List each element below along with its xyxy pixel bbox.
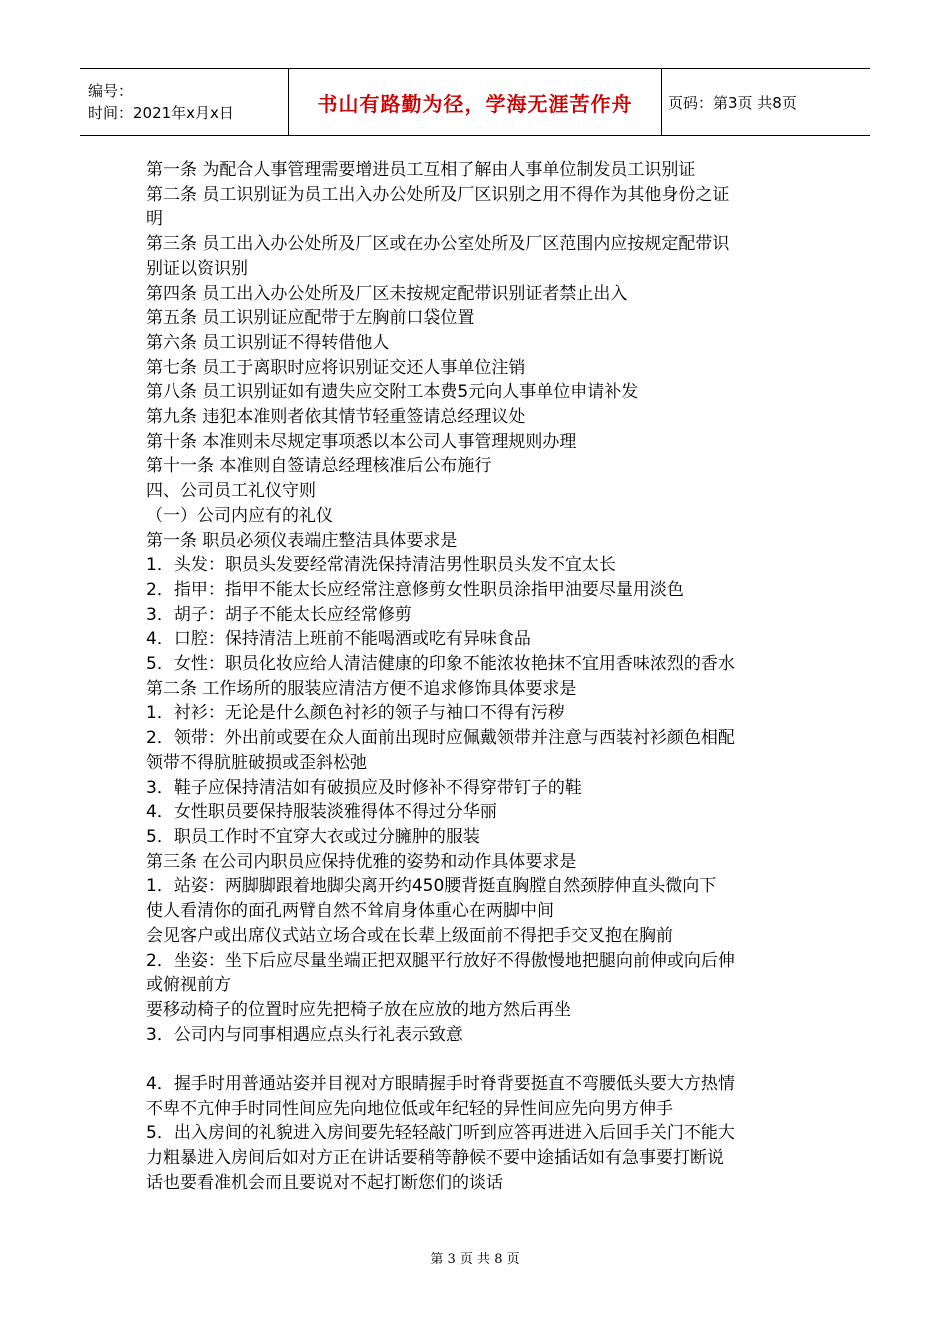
text-line: 1．衬衫：无论是什么颜色衬衫的领子与袖口不得有污秽 [146, 703, 565, 724]
text-line: 第三条 在公司内职员应保持优雅的姿势和动作具体要求是 [146, 851, 577, 872]
text-line: 4．口腔：保持清洁上班前不能喝酒或吃有异味食品 [146, 629, 531, 650]
text-line: 要移动椅子的位置时应先把椅子放在应放的地方然后再坐 [146, 999, 571, 1020]
text-line: 2．坐姿：坐下后应尽量坐端正把双腿平行放好不得傲慢地把腿向前伸或向后伸 [146, 950, 735, 971]
document-body [146, 158, 816, 1196]
text-line: 第二条 工作场所的服装应清洁方便不追求修饰具体要求是 [146, 678, 577, 699]
page-footer: 第 3 页 共 8 页 [430, 1252, 520, 1267]
text-line: 第二条 员工识别证为员工出入办公处所及厂区识别之用不得作为其他身份之证 [146, 184, 730, 205]
text-line: 1．站姿：两脚脚跟着地脚尖离开约450腰背挺直胸膛自然颈脖伸直头微向下 [146, 876, 717, 897]
document-header [80, 68, 870, 136]
text-line: 5．职员工作时不宜穿大衣或过分臃肿的服装 [146, 826, 480, 847]
text-line: 明 [146, 209, 163, 230]
text-line: 或俯视前方 [146, 975, 231, 996]
text-line: 第一条 职员必须仪表端庄整洁具体要求是 [146, 530, 458, 551]
text-line: 1．头发：职员头发要经常清洗保持清洁男性职员头发不宜太长 [146, 555, 616, 576]
text-line: 4．握手时用普通站姿并目视对方眼睛握手时脊背要挺直不弯腰低头要大方热情 [146, 1074, 735, 1094]
text-line: 第四条 员工出入办公处所及厂区未按规定配带识别证者禁止出入 [146, 283, 628, 304]
text-line: 第七条 员工于离职时应将识别证交还人事单位注销 [146, 357, 526, 378]
text-line: 第八条 员工识别证如有遗失应交附工本费5元向人事单位申请补发 [146, 382, 639, 403]
text-line: 第五条 员工识别证应配带于左胸前口袋位置 [146, 308, 475, 329]
text-line: 4．女性职员要保持服装淡雅得体不得过分华丽 [146, 802, 497, 823]
text-line: 领带不得肮脏破损或歪斜松弛 [146, 752, 367, 773]
text-line: 第一条 为配合人事管理需要增进员工互相了解由人事单位制发员工识别证 [146, 160, 696, 180]
number-label: 编号： [88, 82, 134, 100]
header-info-cell [80, 69, 289, 136]
text-line: 第三条 员工出入办公处所及厂区或在办公室处所及厂区范围内应按规定配带识 [146, 234, 730, 255]
text-line: 四、公司员工礼仪守则 [146, 481, 316, 502]
text-line: 力粗暴进入房间后如对方正在讲话要稍等静候不要中途插话如有急事要打断说 [146, 1148, 724, 1169]
text-line: 第九条 违犯本准则者依其情节轻重签请总经理议处 [146, 407, 526, 428]
text-line: 5．出入房间的礼貌进入房间要先轻轻敲门听到应答再进进入后回手关门不能大 [146, 1123, 735, 1144]
text-line: 2．指甲：指甲不能太长应经常注意修剪女性职员涂指甲油要尽量用淡色 [146, 579, 684, 600]
text-line: 3．胡子：胡子不能太长应经常修剪 [146, 604, 412, 625]
text-line: 2．领带：外出前或要在众人面前出现时应佩戴领带并注意与西装衬衫颜色相配 [146, 728, 735, 749]
text-line: 3．鞋子应保持清洁如有破损应及时修补不得穿带钉子的鞋 [146, 777, 582, 798]
text-line: 使人看清你的面孔两臂自然不耸肩身体重心在两脚中间 [146, 901, 554, 922]
text-line: 会见客户或出席仪式站立场合或在长辈上级面前不得把手交叉抱在胸前 [146, 925, 673, 946]
text-line: （一）公司内应有的礼仪 [146, 505, 333, 526]
text-line: 话也要看准机会而且要说对不起打断您们的谈话 [146, 1172, 503, 1193]
text-line: 别证以资识别 [146, 258, 248, 279]
header-motto: 书山有路勤为径，学海无涯苦作舟 [289, 69, 662, 136]
text-line: 5．女性：职员化妆应给人清洁健康的印象不能浓妆艳抹不宜用香味浓烈的香水 [146, 654, 735, 675]
header-page-label: 页码：第3页 共8页 [662, 69, 871, 136]
blank-line [146, 1047, 816, 1072]
text-line: 第六条 员工识别证不得转借他人 [146, 332, 390, 353]
text-line: 第十一条 本准则自签请总经理核准后公布施行 [146, 456, 492, 477]
text-line: 3．公司内与同事相遇应点头行礼表示致意 [146, 1024, 463, 1045]
text-line: 第十条 本准则未尽规定事项悉以本公司人事管理规则办理 [146, 431, 577, 452]
date-label: 时间：2021年x月x日 [88, 104, 234, 122]
text-line: 不卑不亢伸手时同性间应先向地位低或年纪轻的异性间应先向男方伸手 [146, 1098, 673, 1119]
